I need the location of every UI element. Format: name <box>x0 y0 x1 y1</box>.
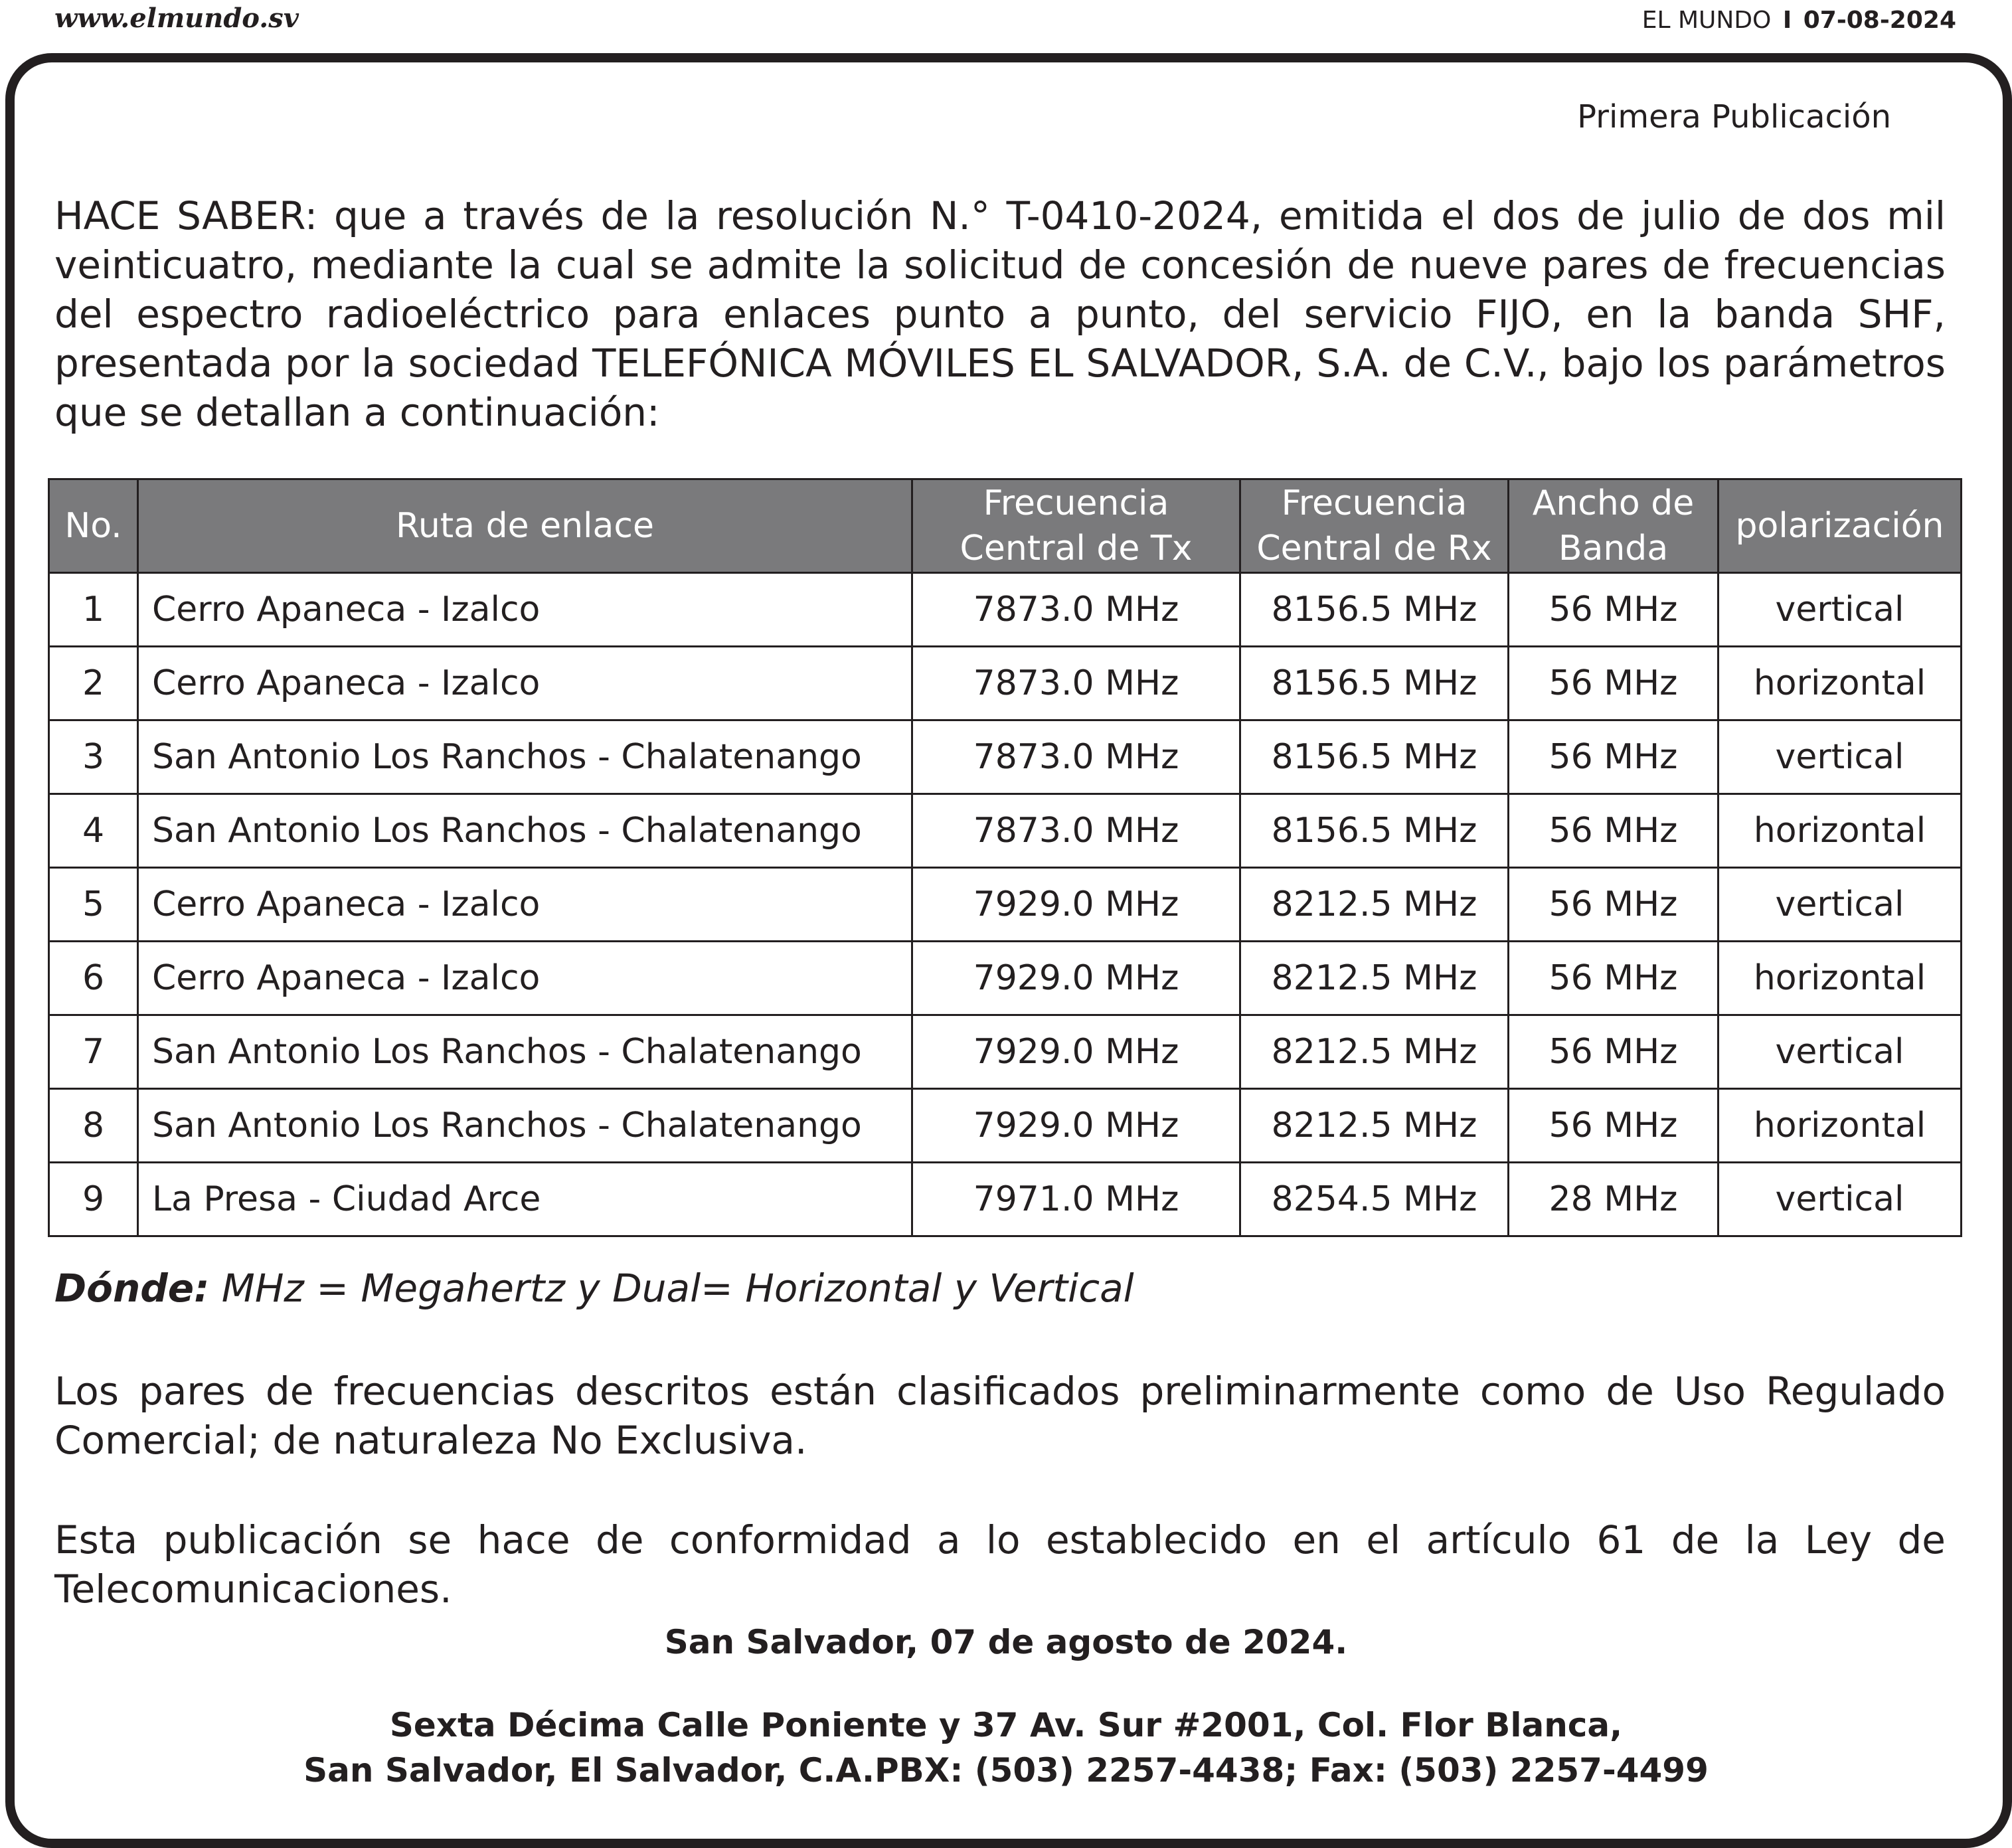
header-tx-line1: Frecuencia <box>983 483 1169 523</box>
cell-rx: 8212.5 MHz <box>1240 1015 1509 1089</box>
header-rx-line1: Frecuencia <box>1281 483 1467 523</box>
cell-no: 9 <box>49 1163 138 1236</box>
definitions-note <box>54 1266 1134 1311</box>
table-header-row <box>49 479 1962 573</box>
cell-route: San Antonio Los Ranchos - Chalatenango <box>138 720 912 794</box>
cell-rx: 8156.5 MHz <box>1240 573 1509 647</box>
cell-route: Cerro Apaneca - Izalco <box>138 573 912 647</box>
cell-route: Cerro Apaneca - Izalco <box>138 942 912 1015</box>
cell-tx: 7929.0 MHz <box>912 1015 1240 1089</box>
cell-rx: 8212.5 MHz <box>1240 868 1509 942</box>
cell-bandwidth: 56 MHz <box>1509 942 1719 1015</box>
cell-route: La Presa - Ciudad Arce <box>138 1163 912 1236</box>
cell-polarization: vertical <box>1719 720 1962 794</box>
address-line-1: Sexta Décima Calle Poniente y 37 Av. Sur #2001, Col. Flor Blanca, <box>389 1706 1623 1744</box>
cell-rx: 8156.5 MHz <box>1240 794 1509 868</box>
cell-rx: 8254.5 MHz <box>1240 1163 1509 1236</box>
cell-bandwidth: 56 MHz <box>1509 1089 1719 1163</box>
cell-rx: 8212.5 MHz <box>1240 1089 1509 1163</box>
cell-route: San Antonio Los Ranchos - Chalatenango <box>138 1015 912 1089</box>
cell-tx: 7971.0 MHz <box>912 1163 1240 1236</box>
cell-rx: 8156.5 MHz <box>1240 720 1509 794</box>
cell-polarization: vertical <box>1719 1015 1962 1089</box>
publication-date: 07-08-2024 <box>1803 7 1956 34</box>
cell-bandwidth: 56 MHz <box>1509 868 1719 942</box>
cell-bandwidth: 56 MHz <box>1509 794 1719 868</box>
publication-name: EL MUNDO <box>1641 7 1772 34</box>
cell-polarization: vertical <box>1719 868 1962 942</box>
cell-tx: 7873.0 MHz <box>912 647 1240 720</box>
definitions-label: Dónde: <box>54 1266 210 1311</box>
table-row <box>49 647 1962 720</box>
cell-bandwidth: 56 MHz <box>1509 647 1719 720</box>
header-rx-line2: Central de Rx <box>1256 529 1492 568</box>
cell-polarization: vertical <box>1719 1163 1962 1236</box>
cell-no: 4 <box>49 794 138 868</box>
legal-basis-paragraph: Esta publicación se hace de conformidad a lo establecido en el artículo 61 de la Ley de Telecomunicaciones. <box>54 1517 1946 1612</box>
cell-route: Cerro Apaneca - Izalco <box>138 868 912 942</box>
table-row <box>49 720 1962 794</box>
definitions-text: MHz = Megahertz y Dual= Horizontal y Vertical <box>209 1266 1134 1311</box>
cell-no: 5 <box>49 868 138 942</box>
masthead-separator: I <box>1782 7 1792 34</box>
cell-tx: 7873.0 MHz <box>912 720 1240 794</box>
cell-bandwidth: 56 MHz <box>1509 720 1719 794</box>
cell-polarization: horizontal <box>1719 942 1962 1015</box>
cell-route: San Antonio Los Ranchos - Chalatenango <box>138 1089 912 1163</box>
cell-polarization: horizontal <box>1719 1089 1962 1163</box>
header-route: Ruta de enlace <box>138 479 912 573</box>
header-bw-line2: Banda <box>1558 529 1669 568</box>
table-row <box>49 1015 1962 1089</box>
cell-tx: 7929.0 MHz <box>912 942 1240 1015</box>
cell-no: 1 <box>49 573 138 647</box>
top-bar <box>0 0 2012 46</box>
header-tx-line2: Central de Tx <box>960 529 1193 568</box>
cell-no: 8 <box>49 1089 138 1163</box>
cell-polarization: vertical <box>1719 573 1962 647</box>
table-row <box>49 794 1962 868</box>
masthead <box>1642 7 1956 34</box>
cell-route: San Antonio Los Ranchos - Chalatenango <box>138 794 912 868</box>
cell-bandwidth: 56 MHz <box>1509 1015 1719 1089</box>
table-row <box>49 1089 1962 1163</box>
table-row <box>49 942 1962 1015</box>
usage-paragraph: Los pares de frecuencias descritos están clasificados preliminarmente como de Uso Regulado Comercial; de naturaleza No Exclusiva. <box>54 1369 1946 1463</box>
header-rx <box>1240 479 1509 573</box>
cell-tx: 7929.0 MHz <box>912 1089 1240 1163</box>
header-tx <box>912 479 1240 573</box>
intro-paragraph: HACE SABER: que a través de la resolución N.° T-0410-2024, emitida el dos de julio de dos mil veinticuatro, mediante la cual se admite la solicitud de concesión de nueve pares de frecuencias del espectro radioeléctrico para enlaces punto a punto, del servicio FIJO, en la banda SHF, presentada por la sociedad TELEFÓNICA MÓVILES EL SALVADOR, S.A. de C.V., bajo los parámetros que se detallan a continuación: <box>54 193 1946 435</box>
cell-polarization: horizontal <box>1719 647 1962 720</box>
cell-tx: 7929.0 MHz <box>912 868 1240 942</box>
table-row <box>49 1163 1962 1236</box>
cell-no: 2 <box>49 647 138 720</box>
cell-bandwidth: 56 MHz <box>1509 573 1719 647</box>
cell-no: 7 <box>49 1015 138 1089</box>
address-block <box>0 1703 2012 1793</box>
cell-bandwidth: 28 MHz <box>1509 1163 1719 1236</box>
table-row <box>49 868 1962 942</box>
cell-no: 6 <box>49 942 138 1015</box>
cell-tx: 7873.0 MHz <box>912 794 1240 868</box>
cell-route: Cerro Apaneca - Izalco <box>138 647 912 720</box>
cell-polarization: horizontal <box>1719 794 1962 868</box>
cell-no: 3 <box>49 720 138 794</box>
publication-label: Primera Publicación <box>1577 98 1891 135</box>
header-no: No. <box>49 479 138 573</box>
header-bandwidth <box>1509 479 1719 573</box>
city-date: San Salvador, 07 de agosto de 2024. <box>664 1623 1348 1661</box>
header-bw-line1: Ancho de <box>1532 483 1695 523</box>
address-line-2: San Salvador, El Salvador, C.A.PBX: (503) 2257-4438; Fax: (503) 2257-4499 <box>303 1751 1709 1790</box>
frequency-table <box>48 478 1962 1237</box>
cell-tx: 7873.0 MHz <box>912 573 1240 647</box>
site-url: www.elmundo.sv <box>54 3 299 34</box>
table-row <box>49 573 1962 647</box>
cell-rx: 8156.5 MHz <box>1240 647 1509 720</box>
header-polarization: polarización <box>1719 479 1962 573</box>
cell-rx: 8212.5 MHz <box>1240 942 1509 1015</box>
